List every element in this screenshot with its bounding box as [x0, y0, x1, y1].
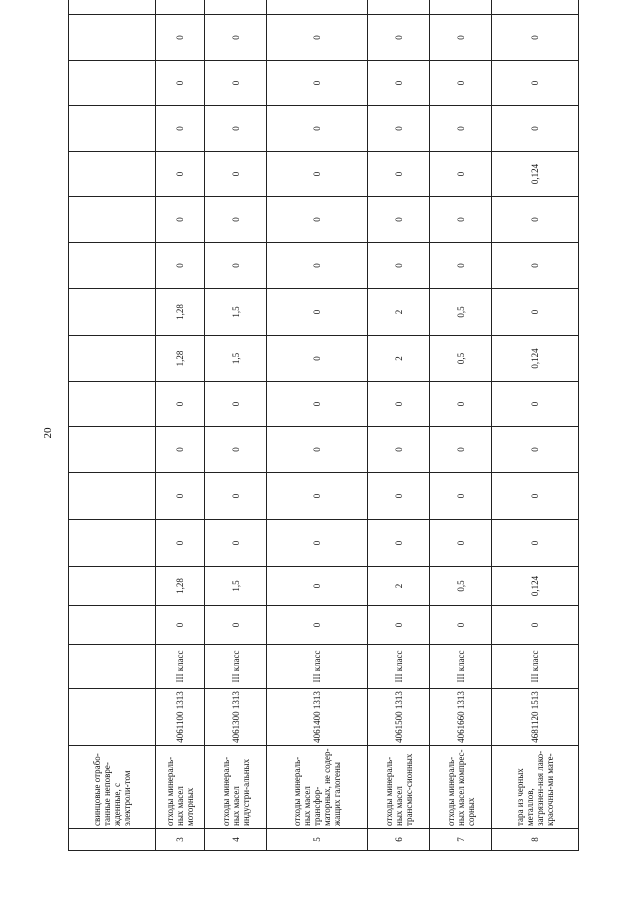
value-cell	[69, 382, 156, 427]
value-cell: 0	[205, 197, 267, 243]
value-cell: 1,28	[156, 567, 205, 606]
value-cell: 1,28	[156, 289, 205, 336]
value-cell: 1,28	[156, 336, 205, 382]
value-cell: 0	[156, 520, 205, 567]
value-cell: 0	[368, 152, 430, 197]
value-cell: 0	[156, 243, 205, 289]
value-cell: 0	[430, 61, 492, 106]
value-cell: 0	[156, 606, 205, 645]
row-number-cell: 7	[430, 829, 492, 851]
value-cell: 0	[492, 520, 579, 567]
value-cell	[69, 243, 156, 289]
page-number: 20	[42, 427, 54, 439]
value-cell: 0	[492, 427, 579, 473]
value-cell: 0	[430, 382, 492, 427]
value-cell: 0	[156, 106, 205, 152]
hazard-class-cell: III класс	[205, 645, 267, 689]
value-cell: 0,124	[492, 336, 579, 382]
hazard-class-cell: III класс	[430, 645, 492, 689]
value-cell	[69, 0, 156, 15]
value-cell	[430, 0, 492, 15]
value-cell: 0	[368, 382, 430, 427]
value-cell	[69, 567, 156, 606]
row-number-cell: 5	[267, 829, 368, 851]
value-cell: 0	[205, 606, 267, 645]
value-cell: 0	[492, 15, 579, 61]
hazard-class-cell: III класс	[492, 645, 579, 689]
value-cell: 0	[430, 606, 492, 645]
value-cell: 0	[430, 427, 492, 473]
table-row	[69, 0, 156, 851]
waste-code-cell	[69, 689, 156, 746]
waste-code-cell: 4061660 1313	[430, 689, 492, 746]
value-cell: 0	[267, 427, 368, 473]
value-cell: 0	[156, 197, 205, 243]
value-cell: 2	[368, 567, 430, 606]
row-number-cell	[69, 829, 156, 851]
table-row	[430, 0, 492, 851]
value-cell: 0	[156, 15, 205, 61]
row-number-cell: 6	[368, 829, 430, 851]
table-row	[205, 0, 267, 851]
value-cell: 0	[205, 243, 267, 289]
value-cell: 0	[267, 520, 368, 567]
waste-code-cell: 4061500 1313	[368, 689, 430, 746]
waste-name-cell: отходы минераль-ных масел моторных	[156, 746, 205, 829]
value-cell: 0	[205, 382, 267, 427]
value-cell: 0	[267, 336, 368, 382]
value-cell: 0	[368, 15, 430, 61]
value-cell: 0	[368, 243, 430, 289]
value-cell: 0	[205, 15, 267, 61]
waste-name-cell: отходы минераль-ных масел индустри-альных	[205, 746, 267, 829]
value-cell: 0	[368, 106, 430, 152]
value-cell: 0	[430, 473, 492, 520]
waste-code-cell: 4061400 1313	[267, 689, 368, 746]
value-cell: 0	[156, 152, 205, 197]
value-cell: 0	[205, 520, 267, 567]
value-cell: 0,124	[492, 567, 579, 606]
value-cell: 1,5	[205, 289, 267, 336]
value-cell: 0	[492, 473, 579, 520]
value-cell: 0	[492, 106, 579, 152]
row-number-cell: 4	[205, 829, 267, 851]
hazard-class-cell: III класс	[368, 645, 430, 689]
waste-name-cell: тара из черных металлов, загрязнен-ная лако-красочны-ми мате-	[492, 746, 579, 829]
value-cell	[69, 606, 156, 645]
value-cell: 0	[156, 473, 205, 520]
value-cell: 0	[492, 382, 579, 427]
value-cell: 0	[430, 106, 492, 152]
row-number-cell: 8	[492, 829, 579, 851]
value-cell: 0	[205, 473, 267, 520]
value-cell: 0	[205, 61, 267, 106]
value-cell: 0	[156, 382, 205, 427]
table-row	[267, 0, 368, 851]
value-cell: 0	[368, 520, 430, 567]
value-cell	[69, 520, 156, 567]
value-cell: 0	[267, 382, 368, 427]
value-cell: 0	[267, 152, 368, 197]
table-row	[156, 0, 205, 851]
value-cell: 1,5	[205, 567, 267, 606]
value-cell	[492, 0, 579, 15]
value-cell	[69, 336, 156, 382]
value-cell	[205, 0, 267, 15]
value-cell: 0	[368, 197, 430, 243]
value-cell: 0	[430, 197, 492, 243]
value-cell	[69, 61, 156, 106]
value-cell	[69, 106, 156, 152]
value-cell: 0	[205, 427, 267, 473]
value-cell: 2	[368, 336, 430, 382]
value-cell	[69, 152, 156, 197]
waste-name-cell: отходы минераль-ных масел компрес-сорных	[430, 746, 492, 829]
waste-code-cell: 4061100 1313	[156, 689, 205, 746]
value-cell	[368, 0, 430, 15]
value-cell: 0	[267, 473, 368, 520]
value-cell: 0,5	[430, 289, 492, 336]
waste-name-cell: отходы минераль-ных масел трансфор-маторных, не содер-жащих галогены	[267, 746, 368, 829]
value-cell: 1,5	[205, 336, 267, 382]
value-cell: 0	[492, 289, 579, 336]
value-cell	[69, 289, 156, 336]
rotated-table-wrapper	[68, 29, 578, 851]
table-row	[368, 0, 430, 851]
waste-name-cell: отходы минераль-ных масел трансмис-сионных	[368, 746, 430, 829]
value-cell: 0	[430, 520, 492, 567]
value-cell	[156, 0, 205, 15]
value-cell: 0	[430, 243, 492, 289]
row-number-cell: 3	[156, 829, 205, 851]
value-cell: 0	[492, 243, 579, 289]
value-cell: 0	[267, 567, 368, 606]
waste-name-cell: свинцовые отрабо-танные неповре-жденные, с электроли-том	[69, 746, 156, 829]
hazard-class-cell	[69, 645, 156, 689]
value-cell: 0	[156, 427, 205, 473]
value-cell	[267, 0, 368, 15]
value-cell: 0	[492, 197, 579, 243]
value-cell: 0	[430, 152, 492, 197]
value-cell: 0	[267, 243, 368, 289]
waste-table	[68, 0, 579, 851]
value-cell: 0	[156, 61, 205, 106]
value-cell: 2	[368, 289, 430, 336]
value-cell: 0	[368, 427, 430, 473]
value-cell: 0	[492, 61, 579, 106]
value-cell: 0	[492, 606, 579, 645]
value-cell: 0	[267, 106, 368, 152]
value-cell	[69, 473, 156, 520]
waste-code-cell: 4061300 1313	[205, 689, 267, 746]
value-cell: 0	[205, 152, 267, 197]
value-cell	[69, 427, 156, 473]
value-cell: 0,124	[492, 152, 579, 197]
value-cell	[69, 197, 156, 243]
value-cell: 0	[368, 606, 430, 645]
value-cell: 0	[368, 473, 430, 520]
value-cell: 0	[267, 61, 368, 106]
hazard-class-cell: III класс	[156, 645, 205, 689]
value-cell: 0	[205, 106, 267, 152]
value-cell: 0,5	[430, 567, 492, 606]
value-cell: 0	[430, 15, 492, 61]
value-cell: 0	[368, 61, 430, 106]
value-cell: 0	[267, 15, 368, 61]
value-cell: 0	[267, 197, 368, 243]
value-cell: 0	[267, 289, 368, 336]
value-cell: 0,5	[430, 336, 492, 382]
value-cell: 0	[267, 606, 368, 645]
waste-code-cell: 4681120 1513	[492, 689, 579, 746]
hazard-class-cell: III класс	[267, 645, 368, 689]
table-row	[492, 0, 579, 851]
value-cell	[69, 15, 156, 61]
